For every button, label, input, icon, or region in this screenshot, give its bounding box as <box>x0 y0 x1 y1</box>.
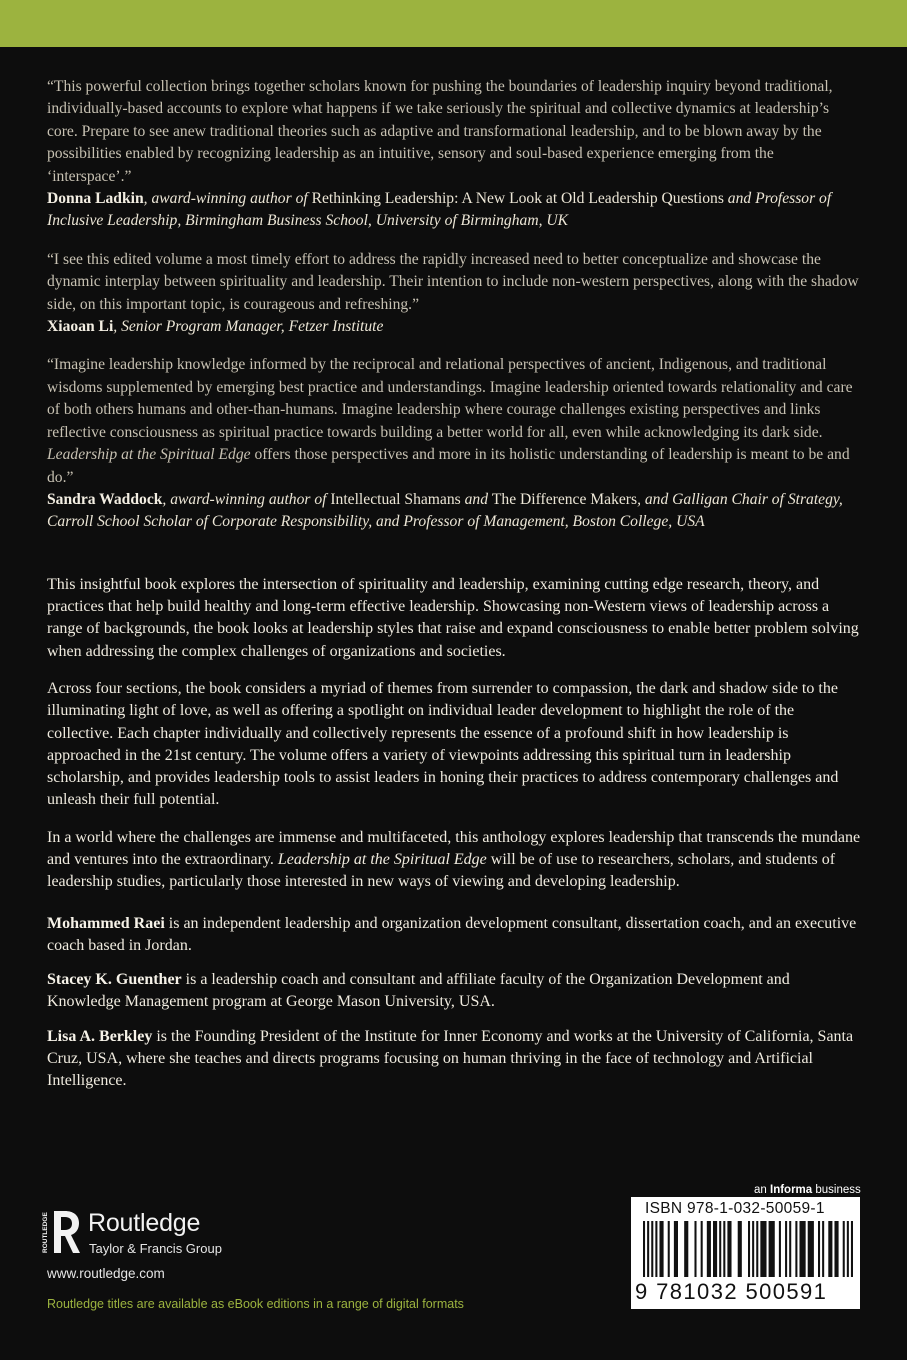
barcode-bar <box>828 1221 832 1277</box>
endorser-role: , award-winning author of <box>162 490 331 508</box>
informa-business-label <box>754 1184 861 1196</box>
barcode-bar <box>752 1221 754 1277</box>
publisher-name: Routledge <box>88 1209 201 1237</box>
barcode-bar <box>795 1221 797 1277</box>
barcode-bar <box>668 1221 670 1277</box>
back-cover-text <box>47 76 862 1105</box>
barcode-bar <box>651 1221 653 1277</box>
barcode-bar <box>694 1221 696 1277</box>
barcode-bar <box>851 1221 853 1277</box>
logo-side-text: ROUTLEDGE <box>42 1212 49 1253</box>
barcode-bar <box>748 1221 750 1277</box>
barcode-bar <box>760 1221 766 1277</box>
endorser-book-title: The Difference Makers <box>491 490 638 508</box>
endorsement-quote: “This powerful collection brings together scholars known for pushing the boundaries of leadership inquiry beyond traditional, individually-based accounts to explore what happens if we take seriously the spiritual and collective dynamics at leadership’s core. Prepare to see anew traditional theories such as adaptive and transformational leadership, and to be blown away by the possibilities enabled by recognizing leadership as an intuitive, sensory and soul-based experience emerging from the ‘interspace’.” <box>47 78 833 185</box>
barcode-bar <box>659 1221 663 1277</box>
editor-bio-text: is a leadership coach and consultant and affiliate faculty of the Organization Development and Knowledge Management program at George Mason University, USA. <box>47 971 790 1011</box>
barcode-bar <box>655 1221 657 1277</box>
editor-name: Lisa A. Berkley <box>47 1027 153 1045</box>
barcode-bar <box>756 1221 758 1277</box>
barcode-bar <box>789 1221 791 1277</box>
editor-name: Mohammed Raei <box>47 914 165 932</box>
editor-bio-1 <box>47 913 862 958</box>
informa-suffix: business <box>812 1184 861 1196</box>
routledge-r-icon <box>40 1205 80 1261</box>
endorser-book-title: Rethinking Leadership: A New Look at Old Leadership Questions <box>311 190 724 208</box>
barcode-bar <box>779 1221 781 1277</box>
ean-digits: 9 781032 500591 <box>635 1279 828 1304</box>
publisher-website[interactable]: www.routledge.com <box>47 1266 165 1281</box>
endorsement-2 <box>47 249 862 339</box>
ebook-availability-note: Routledge titles are available as eBook editions in a range of digital formats <box>47 1297 464 1311</box>
barcode-bar <box>799 1221 805 1277</box>
quote-text: offers those perspectives and more in its holistic understanding of leadership is meant to be and do.” <box>47 446 850 486</box>
informa-brand: Informa <box>770 1184 813 1196</box>
routledge-logo <box>40 1205 260 1265</box>
barcode-bar <box>684 1221 688 1277</box>
endorsement-attribution <box>47 188 862 233</box>
barcode-bar <box>808 1221 814 1277</box>
editor-bio-text: is the Founding President of the Institute for Inner Economy and works at the University of California, Santa Cruz, USA, where she teaches and directs programs focusing on human thriving in the face of technology and Artificial Intelligence. <box>47 1027 854 1090</box>
editor-bio-2 <box>47 969 862 1014</box>
endorser-name: Xiaoan Li <box>47 318 114 336</box>
description-book-title: Leadership at the Spiritual Edge <box>277 850 487 868</box>
isbn-label: ISBN 978-1-032-50059-1 <box>645 1200 825 1217</box>
barcode-bar <box>647 1221 649 1277</box>
barcode-bar <box>769 1221 775 1277</box>
endorser-affiliation: , and Galligan Chair of Strategy, Carroll School Scholar of Corporate Responsibility, and Professor of Management, Boston College, USA <box>47 490 843 531</box>
quote-text: “Imagine leadership knowledge informed by the reciprocal and relational perspectives of ancient, Indigenous, and traditional wisdoms supplemented by emerging best practice and understandings. Imagine leadership oriented towards relationality and care of both others humans and other-than-humans. Imagine leadership where courage challenges existing perspectives and links reflective consciousness as spiritual practice towards building a better world for all, even while acknowledging its dark side. <box>47 356 853 441</box>
barcode-bar <box>727 1221 731 1277</box>
endorsement-3 <box>47 354 862 533</box>
description-text: will be of use to researchers, scholars, and students of leadership studies, particularly those interested in new ways of viewing and developing leadership. <box>47 850 836 891</box>
endorser-role: , Senior Program Manager, Fetzer Institute <box>113 318 384 336</box>
barcode-bar <box>822 1221 824 1277</box>
endorsement-1 <box>47 76 862 233</box>
description-paragraph-2: Across four sections, the book considers a myriad of themes from surrender to compassion, the dark and shadow side to the illuminating light of love, as well as offering a spotlight on individual leader development to highlight the role of the collective. Each chapter individually and collectively represents the essence of a profound shift in how leadership is approached in the 21st century. The volume offers a variety of viewpoints addressing this spiritual turn in leadership scholarship, and provides leadership tools to assist leaders in honing their practices to address contemporary challenges and unleash their full potential. <box>47 679 839 809</box>
endorsement-quote: “I see this edited volume a most timely effort to address the rapidly increased need to better conceptualize and showcase the dynamic interplay between spirituality and leadership. Their intention to include non-western perspectives, along with the shadow side, on this important topic, is courageous and refreshing.” <box>47 250 859 313</box>
barcode-bars <box>643 1221 853 1277</box>
barcode-bar <box>707 1221 711 1277</box>
editor-bio-text: is an independent leadership and organization development consultant, dissertation coach, and an executive coach based in Jordan. <box>47 914 857 954</box>
endorsement-attribution <box>47 489 862 534</box>
endorser-role: and <box>460 490 492 508</box>
endorsement-attribution <box>47 316 862 338</box>
barcode-bar <box>818 1221 820 1277</box>
barcode-bar <box>719 1221 721 1277</box>
quote-book-title: Leadership at the Spiritual Edge <box>47 446 251 464</box>
editor-name: Stacey K. Guenther <box>47 971 182 989</box>
editor-bio-3 <box>47 1026 862 1093</box>
barcode-bar <box>847 1221 849 1277</box>
informa-prefix: an <box>754 1184 770 1196</box>
barcode-bar <box>834 1221 838 1277</box>
barcode-bar <box>843 1221 845 1277</box>
isbn-barcode <box>631 1197 860 1309</box>
barcode-bar <box>674 1221 678 1277</box>
description-paragraph-1: This insightful book explores the intersection of spirituality and leadership, examining cutting edge research, theory, and practices that help build healthy and long-term effective leadership. Showcasing non-Western views of leadership across a range of backgrounds, the book looks at leadership styles that raise and expand consciousness to enable better problem solving when addressing the complex challenges of organizations and societies. <box>47 575 859 660</box>
barcode-bar <box>643 1221 645 1277</box>
endorser-book-title: Intellectual Shamans <box>330 490 461 508</box>
description-text: In a world where the challenges are immense and multifaceted, this anthology explores leadership that transcends the mundane and ventures into the extraordinary. <box>47 828 861 868</box>
endorser-name: Donna Ladkin <box>47 190 144 208</box>
barcode-bar <box>701 1221 703 1277</box>
barcode-bar <box>738 1221 742 1277</box>
endorser-role: , award-winning author of <box>143 190 312 208</box>
barcode-bar <box>785 1221 787 1277</box>
endorsement-quote <box>47 354 862 488</box>
barcode-bar <box>713 1221 717 1277</box>
description-paragraph-3 <box>47 827 862 894</box>
publisher-group: Taylor & Francis Group <box>89 1241 222 1256</box>
endorser-affiliation: and Professor of Inclusive Leadership, Birmingham Business School, University of Birmingham, UK <box>47 190 832 230</box>
top-color-band <box>0 0 907 47</box>
barcode-bar <box>723 1221 725 1277</box>
endorser-name: Sandra Waddock <box>47 490 163 508</box>
